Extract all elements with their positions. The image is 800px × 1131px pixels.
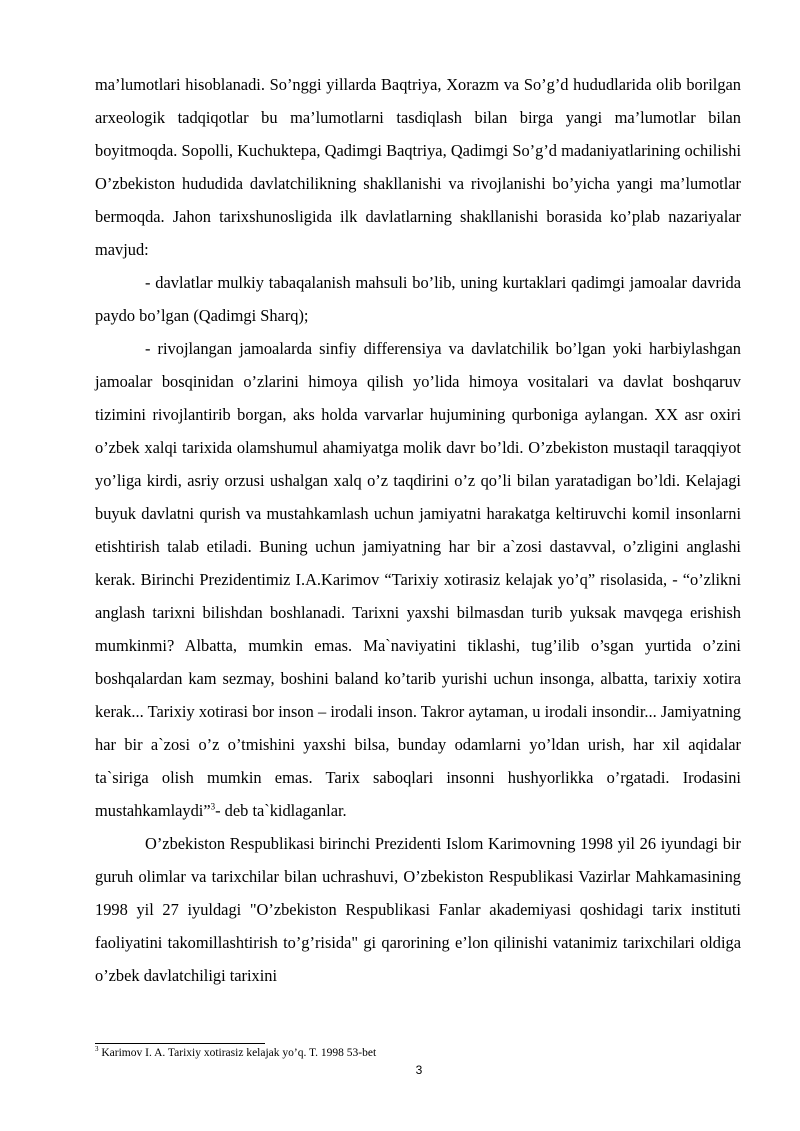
paragraph-3 (95, 332, 741, 827)
footnote-text: Karimov I. A. Tarixiy xotirasiz kelajak yo’q. T. 1998 53-bet (98, 1047, 377, 1059)
page-number: 3 (415, 1063, 423, 1077)
body-text (95, 68, 741, 992)
footnote-separator (95, 1043, 265, 1044)
footnote (95, 1046, 741, 1060)
paragraph-3-text-after: - deb ta`kidlaganlar. (215, 801, 347, 820)
footnote-reference[interactable]: 3 (210, 801, 216, 812)
paragraph-2 (95, 266, 741, 332)
paragraph-3-text: - rivojlangan jamoalarda sinfiy differensiya va davlatchilik bo’lgan yoki harbiylashgan jamoalar bosqinidan o’zlarini himoya qilish yo’lida himoya vositalari va davlat boshqaruv tizimini rivojlantirib borgan, aks holda varvarlar hujumining qurboniga aylangan. XX asr oxiri o’zbek xalqi tarixida olamshumul ahamiyatga molik davr bo’ldi. O’zbekiston mustaqil taraqqiyot yo’liga kirdi, asriy orzusi ushalgan xalq o’z taqdirini o’z qo’li bilan yaratadigan bo’ldi. Kelajagi buyuk davlatni qurish va mustahkamlash uchun jamiyatni harakatga keltiruvchi komil insonlarni etishtirish talab etiladi. Buning uchun jamiyatning har bir a`zosi dastavval, o’zligini anglashi kerak. Birinchi Prezidentimiz I.A.Karimov “Tarixiy xotirasiz kelajak yo’q” risolasida, - “o’zlikni anglash tarixni bilishdan boshlanadi. Tarixni yaxshi bilmasdan turib yuksak mavqega erishish mumkinmi? Albatta, mumkin emas. Ma`naviyatini tiklashi, tug’ilib o’sgan yurtida o’zini boshqalardan kam sezmay, boshini baland ko’tarib yurishi uchun insonga, albatta, tarixiy xotira kerak... Tarixiy xotirasi bor inson – irodali inson. Takror aytaman, u irodali insondir... Jamiyatning har bir a`zosi o’z o’tmishini yaxshi bilsa, bunday odamlarni yo’ldan urish, har xil aqidalar ta`siriga olish mumkin emas. Tarix saboqlari insonni hushyorlikka o’rgatadi. Irodasini mustahkamlaydi” (95, 339, 741, 820)
paragraph-4-text: O’zbekiston Respublikasi birinchi Prezidenti Islom Karimovning 1998 yil 26 iyundagi bir guruh olimlar va tarixchilar bilan uchrashuvi, O’zbekiston Respublikasi Vazirlar Mahkamasining 1998 yil 27 iyuldagi "O’zbekiston Respublikasi Fanlar akademiyasi qoshidagi tarix instituti faoliyatini takomillashtirish to’g’risida" gi qarorining e’lon qilinishi vatanimiz tarixchilari oldiga o’zbek davlatchiligi tarixini (95, 834, 741, 985)
paragraph-1-text: ma’lumotlari hisoblanadi. So’nggi yillarda Baqtriya, Xorazm va So’g’d hududlarida olib borilgan arxeologik tadqiqotlar bu ma’lumotlarni tasdiqlash bilan birga yangi ma’lumotlar bilan boyitmoqda. Sopolli, Kuchuktepa, Qadimgi Baqtriya, Qadimgi So’g’d madaniyatlarining ochilishi O’zbekiston hududida davlatchilikning shakllanishi va rivojlanishi bo’yicha yangi ma’lumotlar bermoqda. Jahon tarixshunosligida ilk davlatlarning shakllanishi borasida ko’plab nazariyalar mavjud: (95, 75, 741, 259)
paragraph-1 (95, 68, 741, 266)
paragraph-4 (95, 827, 741, 992)
footnote-number: 3 (95, 1045, 99, 1054)
paragraph-2-text: - davlatlar mulkiy tabaqalanish mahsuli bo’lib, uning kurtaklari qadimgi jamoalar davrida paydo bo’lgan (Qadimgi Sharq); (95, 273, 741, 325)
